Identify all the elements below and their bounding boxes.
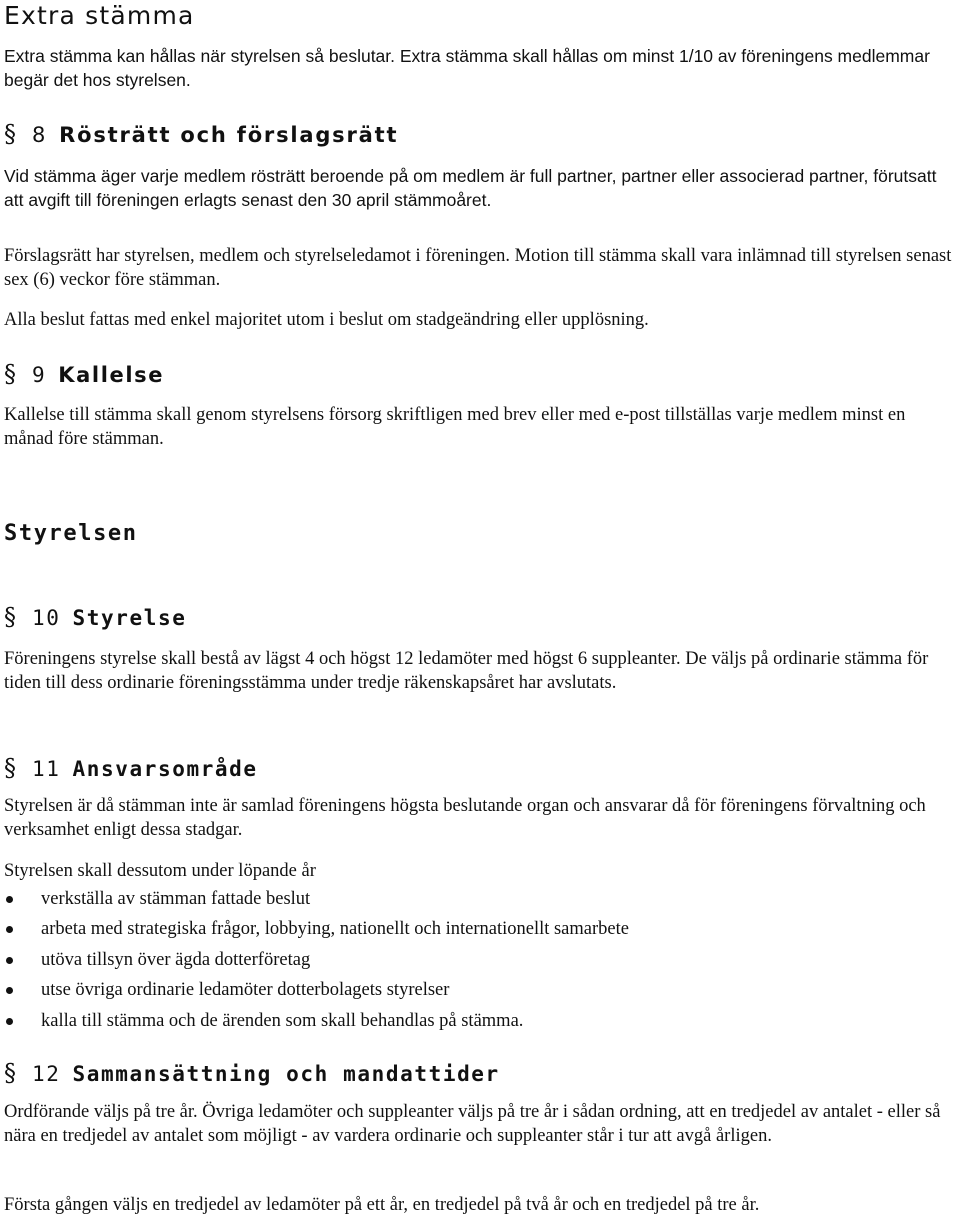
section-12-para-2: Första gången väljs en tredjedel av ledamöter på ett år, en tredjedel på två år och en tredjedel på tre år. [4, 1195, 760, 1215]
section-8-para-3: Alla beslut fattas med enkel majoritet utom i beslut om stadgeändring eller upplösning. [4, 310, 649, 330]
section-9-para-1: Kallelse till stämma skall genom styrelsens försorg skriftligen med brev eller med e-post tillställas varje medlem minst en månad före stämman. [4, 405, 906, 449]
bullet-icon [6, 987, 13, 994]
bullet-icon [6, 957, 13, 964]
section-11-para-2: Styrelsen skall dessutom under löpande år [4, 861, 316, 881]
extra-stamma-heading: Extra stämma [4, 1, 195, 30]
section-number: 9 [32, 363, 47, 387]
section-9-heading [4, 360, 954, 388]
section-10-heading [4, 603, 954, 631]
section-10-para-1: Föreningens styrelse skall bestå av lägst 4 och högst 12 ledamöter med högst 6 suppleanter. De väljs på ordinarie stämma för tiden till dess ordinarie föreningsstämma under tredje räkenskapsåret har avslutats. [4, 649, 929, 693]
section-title: Sammansättning och mandattider [72, 1062, 500, 1086]
paragraph-sign-icon: § [4, 754, 16, 782]
section-number: 10 [32, 606, 61, 630]
section-11-bullets [4, 884, 954, 1037]
section-8 [4, 120, 954, 148]
paragraph-sign-icon: § [4, 360, 16, 388]
section-title: Ansvarsområde [72, 757, 258, 781]
paragraph-sign-icon: § [4, 120, 16, 148]
extra-stamma-text: Extra stämma kan hållas när styrelsen så beslutar. Extra stämma skall hållas om minst 1/10 av föreningens medlemmar begär det hos styrelsen. [4, 46, 930, 90]
list-item [4, 945, 954, 976]
section-number: 12 [32, 1062, 61, 1086]
paragraph-sign-icon: § [4, 603, 16, 631]
styrelsen-section [4, 521, 954, 546]
section-8-body [4, 164, 954, 212]
section-title: Rösträtt och förslagsrätt [59, 123, 399, 147]
section-12-body [4, 1100, 954, 1148]
list-item-text: arbeta med strategiska frågor, lobbying, nationellt och internationellt samarbete [41, 919, 629, 940]
section-title: Styrelse [72, 606, 187, 630]
section-number: 8 [32, 123, 48, 147]
list-item [4, 915, 954, 946]
section-8-para-2: Förslagsrätt har styrelsen, medlem och styrelseledamot i föreningen. Motion till stämma skall vara inlämnad till styrelsen senast sex (6) veckor före stämman. [4, 246, 952, 290]
section-title: Kallelse [58, 363, 165, 387]
section-11-body-2 [4, 859, 954, 883]
section-12-heading [4, 1059, 954, 1087]
section-9 [4, 360, 954, 388]
bullet-icon [6, 926, 13, 933]
section-11 [4, 754, 954, 782]
section-8-body-3 [4, 308, 954, 332]
section-12-body-2 [4, 1193, 954, 1217]
extra-stamma-section [4, 44, 954, 92]
paragraph-sign-icon: § [4, 1059, 16, 1087]
list-item-text: utse övriga ordinarie ledamöter dotterbolagets styrelser [41, 980, 450, 1001]
list-item [4, 884, 954, 915]
section-12 [4, 1059, 954, 1087]
section-11-heading [4, 754, 954, 782]
section-number: 11 [32, 757, 61, 781]
styrelsen-heading: Styrelsen [4, 521, 138, 546]
section-10-body [4, 647, 954, 695]
list-item-text: verkställa av stämman fattade beslut [41, 888, 311, 909]
bullet-icon [6, 896, 13, 903]
list-item [4, 1006, 954, 1037]
section-8-body-2 [4, 244, 954, 292]
bullet-icon [6, 1018, 13, 1025]
list-item-text: kalla till stämma och de ärenden som skall behandlas på stämma. [41, 1010, 524, 1031]
section-8-heading [4, 120, 954, 148]
section-9-body [4, 403, 954, 451]
list-item-text: utöva tillsyn över ägda dotterföretag [41, 949, 311, 970]
responsibility-list [4, 884, 954, 1037]
section-11-body [4, 794, 954, 842]
section-8-para-1: Vid stämma äger varje medlem rösträtt beroende på om medlem är full partner, partner eller associerad partner, förutsatt att avgift till föreningen erlagts senast den 30 april stämmoåret. [4, 166, 937, 210]
list-item [4, 976, 954, 1007]
section-11-para-1: Styrelsen är då stämman inte är samlad föreningens högsta beslutande organ och ansvarar då för föreningens förvaltning och verksamhet enligt dessa stadgar. [4, 796, 926, 840]
section-12-para-1: Ordförande väljs på tre år. Övriga ledamöter och suppleanter väljs på tre år i sådan ordning, att en tredjedel av antalet - eller så nära en tredjedel av antalet som möjligt - av vardera ordinarie och suppleanter står i tur att avgå årligen. [4, 1102, 941, 1146]
section-10 [4, 603, 954, 631]
